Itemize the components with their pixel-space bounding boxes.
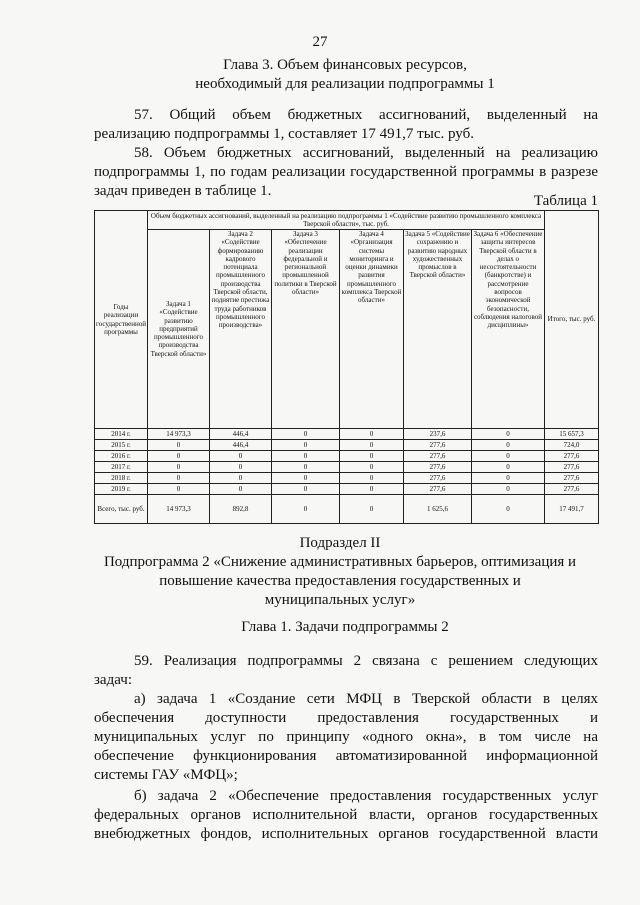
- cell: 0: [472, 440, 545, 451]
- cell: 277,6: [404, 473, 472, 484]
- cell: 277,6: [404, 484, 472, 495]
- cell: 2016 г.: [95, 451, 148, 462]
- cell: 17 491,7: [545, 495, 599, 524]
- cell: 14 973,3: [148, 495, 210, 524]
- group-header: Объем бюджетных ассигнований, выделенный на реализацию подпрограммы 1 «Содействие развитию промышленного комплекса Тверской области», тыс. руб.: [148, 211, 545, 230]
- item-a: [94, 690, 598, 785]
- chapter3-line1: Глава 3. Объем финансовых ресурсов,: [223, 57, 467, 73]
- cell: 2019 г.: [95, 484, 148, 495]
- cell: 446,4: [210, 429, 272, 440]
- item-a-line3: муниципальных услуг по принципу «одного окна», в том числе на: [94, 729, 598, 745]
- item-a-line2: обеспечения доступности предоставления государственных и: [94, 710, 598, 726]
- cell: 237,6: [404, 429, 472, 440]
- cell: 277,6: [404, 451, 472, 462]
- cell: 277,6: [545, 451, 599, 462]
- cell: 277,6: [545, 473, 599, 484]
- cell: 0: [340, 473, 404, 484]
- task-header: Задача 6 «Обеспечение защиты интересов Тверской области в делах о несостоятельности (банкротстве) и рассмотрение вопросов экономической безопасности, соблюдения налоговой дисциплины»: [472, 230, 545, 429]
- cell: 2018 г.: [95, 473, 148, 484]
- para59-line1: 59. Реализация подпрограммы 2 связана с решением следующих: [134, 653, 598, 669]
- cell: 2015 г.: [95, 440, 148, 451]
- cell: 14 973,3: [148, 429, 210, 440]
- para58-line2: подпрограммы 1, по годам реализации государственной программы в разрезе: [94, 164, 598, 180]
- table-row: [95, 484, 599, 495]
- table-label: Таблица 1: [533, 193, 598, 209]
- cell: 0: [472, 473, 545, 484]
- item-a-line4: обеспечение функционирования автоматизированной информационной: [94, 748, 598, 764]
- cell: 0: [210, 462, 272, 473]
- cell: 0: [472, 462, 545, 473]
- budget-table: [94, 210, 599, 524]
- cell: 2014 г.: [95, 429, 148, 440]
- cell: 892,8: [210, 495, 272, 524]
- subsection-heading: [40, 534, 640, 610]
- task-header: Задача 2 «Содействие формированию кадрового потенциала промышленного производства Тверской области, поднятие престижа труда работников промышленного производства»: [210, 230, 272, 429]
- subsection-line1: Подраздел II: [299, 535, 381, 551]
- chapter3-line2: необходимый для реализации подпрограммы 1: [195, 76, 495, 92]
- table-row: [95, 440, 599, 451]
- cell: 0: [148, 462, 210, 473]
- cell: Всего, тыс. руб.: [95, 495, 148, 524]
- subsection-line4: муниципальных услуг»: [264, 592, 416, 608]
- cell: 0: [272, 484, 340, 495]
- cell: 0: [148, 484, 210, 495]
- paragraph-57: [94, 106, 598, 144]
- cell: 0: [340, 484, 404, 495]
- cell: 0: [272, 429, 340, 440]
- table-row: [95, 451, 599, 462]
- cell: 0: [472, 495, 545, 524]
- paragraph-58: [94, 144, 598, 201]
- cell: 0: [210, 484, 272, 495]
- chapter3-heading: [90, 56, 600, 94]
- cell: 0: [472, 451, 545, 462]
- cell: 0: [272, 451, 340, 462]
- cell: 0: [340, 462, 404, 473]
- para57-line2: реализацию подпрограммы 1, составляет 17 491,7 тыс. руб.: [94, 126, 474, 142]
- cell: 15 657,3: [545, 429, 599, 440]
- task-header: Задача 1 «Содействие развитию предприятий промышленного производства Тверской области»: [148, 230, 210, 429]
- cell: 1 625,6: [404, 495, 472, 524]
- item-b-line1: б) задача 2 «Обеспечение предоставления государственных услуг: [134, 788, 598, 804]
- table-header-row-2: [95, 230, 599, 429]
- item-b-line3: внебюджетных фондов, исполнительных органов государственной власти: [94, 826, 598, 842]
- cell: 277,6: [545, 484, 599, 495]
- cell: 0: [340, 429, 404, 440]
- task-header: Задача 3 «Обеспечение реализации федеральной и региональной промышленной политики в Тверской области»: [272, 230, 340, 429]
- cell: 277,6: [545, 462, 599, 473]
- para57-line1: 57. Общий объем бюджетных ассигнований, выделенный на: [134, 107, 598, 123]
- subsection-line2: Подпрограмма 2 «Снижение административных барьеров, оптимизация и: [103, 554, 577, 570]
- subsection-line3: повышение качества предоставления государственных и: [159, 573, 521, 589]
- task-header: Задача 5 «Содействие сохранению и развитию народных художественных промыслов в Тверской области»: [404, 230, 472, 429]
- table-total-row: [95, 495, 599, 524]
- cell: 0: [272, 440, 340, 451]
- cell: 0: [472, 429, 545, 440]
- cell: 0: [340, 451, 404, 462]
- cell: 0: [210, 451, 272, 462]
- cell: 0: [148, 440, 210, 451]
- years-header: Годы реализации государственной программы: [95, 211, 148, 429]
- table-row: [95, 429, 599, 440]
- table-row: [95, 462, 599, 473]
- item-b: [94, 787, 598, 844]
- cell: 277,6: [404, 462, 472, 473]
- cell: 2017 г.: [95, 462, 148, 473]
- cell: 0: [340, 495, 404, 524]
- item-a-line1: а) задача 1 «Создание сети МФЦ в Тверской области в целях: [134, 691, 598, 707]
- item-a-line5: системы ГАУ «МФЦ»;: [94, 767, 238, 783]
- cell: 0: [340, 440, 404, 451]
- cell: 0: [272, 462, 340, 473]
- cell: 0: [148, 451, 210, 462]
- cell: 0: [472, 484, 545, 495]
- total-header: Итого, тыс. руб.: [545, 211, 599, 429]
- page-number: 27: [312, 34, 328, 50]
- cell: 0: [210, 473, 272, 484]
- para58-line1: 58. Объем бюджетных ассигнований, выделенный на реализацию: [134, 145, 598, 161]
- cell: 277,6: [404, 440, 472, 451]
- cell: 0: [272, 495, 340, 524]
- table-header-row-1: [95, 211, 599, 230]
- paragraph-59: [94, 652, 598, 690]
- para59-line2: задач:: [94, 672, 132, 688]
- cell: 446,4: [210, 440, 272, 451]
- item-b-line2: федеральных органов исполнительной власти, органов государственных: [94, 807, 598, 823]
- chapter1-heading: Глава 1. Задачи подпрограммы 2: [241, 619, 449, 635]
- cell: 0: [148, 473, 210, 484]
- cell: 724,0: [545, 440, 599, 451]
- cell: 0: [272, 473, 340, 484]
- table-row: [95, 473, 599, 484]
- task-header: Задача 4 «Организация системы мониторинга и оценки динамики развития промышленного комплекса Тверской области»: [340, 230, 404, 429]
- para58-line3: задач приведен в таблице 1.: [94, 183, 272, 199]
